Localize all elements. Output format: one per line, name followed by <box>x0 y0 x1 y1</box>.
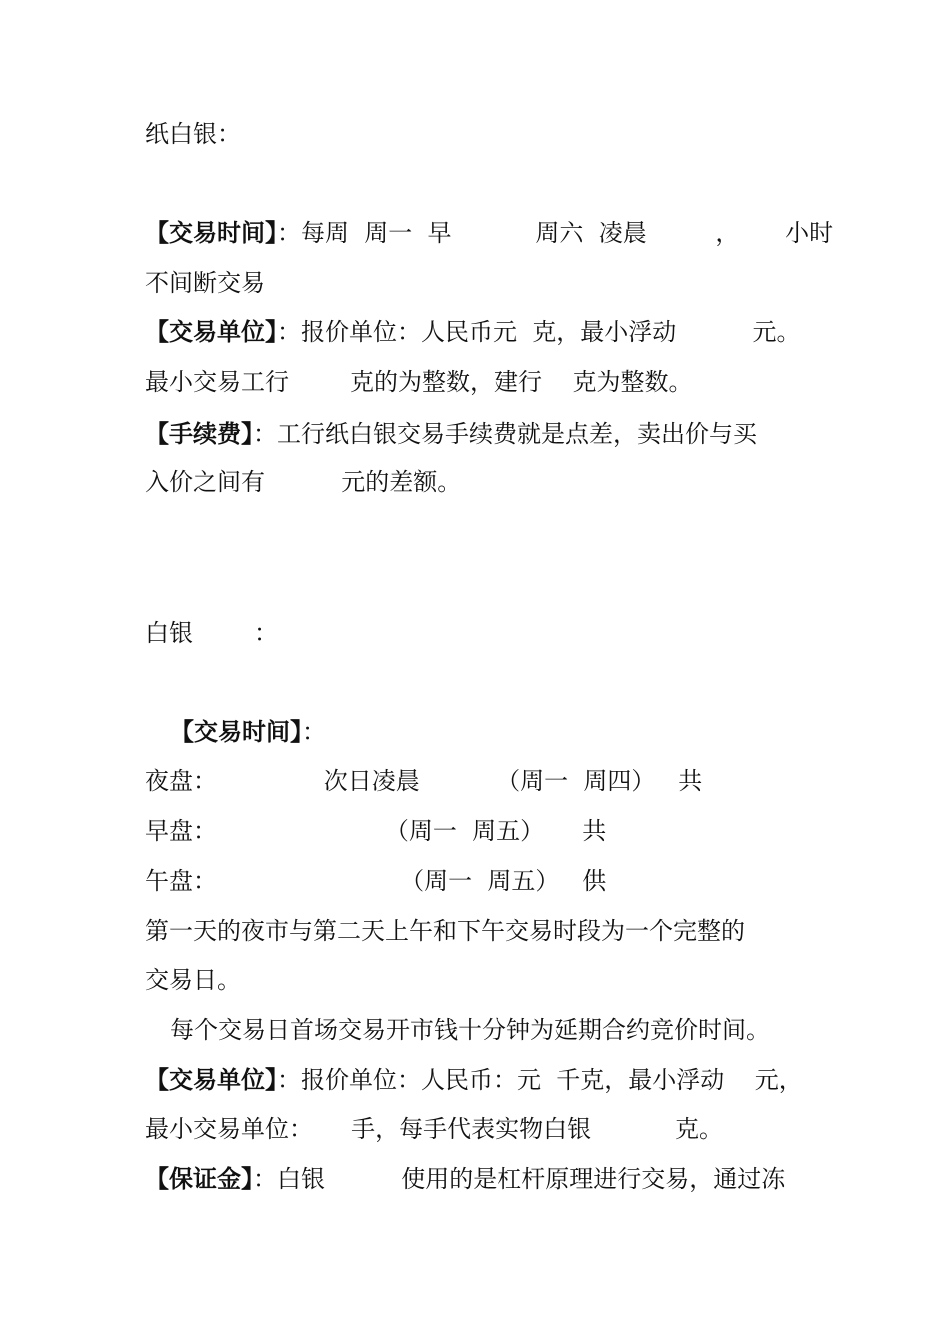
text-margin: ：白银 使用的是杠杆原理进行交易，通过冻 <box>253 1165 786 1193</box>
label-trading-time-2: 【交易时间】 <box>170 717 302 746</box>
paragraph-line: 交易日。 <box>145 966 241 994</box>
label-trading-unit-2: 【交易单位】 <box>145 1065 277 1094</box>
paragraph-line: 入价之间有 元的差额。 <box>145 468 462 496</box>
paragraph-line <box>145 316 801 348</box>
paragraph-line: 最小交易工行 克的为整数，建行 克为整数。 <box>145 368 693 396</box>
label-fee: 【手续费】 <box>145 419 253 448</box>
paragraph-line <box>145 217 833 249</box>
section-heading-silver: 白银 ： <box>145 619 279 647</box>
label-trading-unit: 【交易单位】 <box>145 317 277 346</box>
paragraph-line: 每个交易日首场交易开市钱十分钟为延期合约竞价时间。 <box>170 1016 770 1044</box>
text-fee: ：工行纸白银交易手续费就是点差，卖出价与买 <box>253 420 757 448</box>
paragraph-line: 不间断交易 <box>145 269 265 297</box>
label-trading-time: 【交易时间】 <box>145 218 277 247</box>
text-trading-unit: ：报价单位：人民币元 克，最小浮动 元。 <box>277 318 801 346</box>
text-trading-time: ：每周 周一 早 周六 凌晨 ， 小时 <box>277 219 834 247</box>
paragraph-line <box>145 1064 803 1096</box>
text-trading-unit-2: ：报价单位：人民币：元 千克，最小浮动 元， <box>277 1066 803 1094</box>
paragraph-line <box>170 716 326 748</box>
paragraph-line <box>145 1163 785 1195</box>
paragraph-line <box>145 418 757 450</box>
night-session-line: 夜盘： 次日凌晨 （周一 周四） 共 <box>145 767 703 795</box>
paragraph-line: 最小交易单位： 手，每手代表实物白银 克。 <box>145 1115 724 1143</box>
paragraph-line: 第一天的夜市与第二天上午和下午交易时段为一个完整的 <box>145 917 745 945</box>
morning-session-line: 早盘： （周一 周五） 共 <box>145 817 607 845</box>
afternoon-session-line: 午盘： （周一 周五） 供 <box>145 867 607 895</box>
colon: ： <box>302 718 326 746</box>
section-heading-paper-silver: 纸白银： <box>145 120 241 148</box>
label-margin: 【保证金】 <box>145 1164 253 1193</box>
